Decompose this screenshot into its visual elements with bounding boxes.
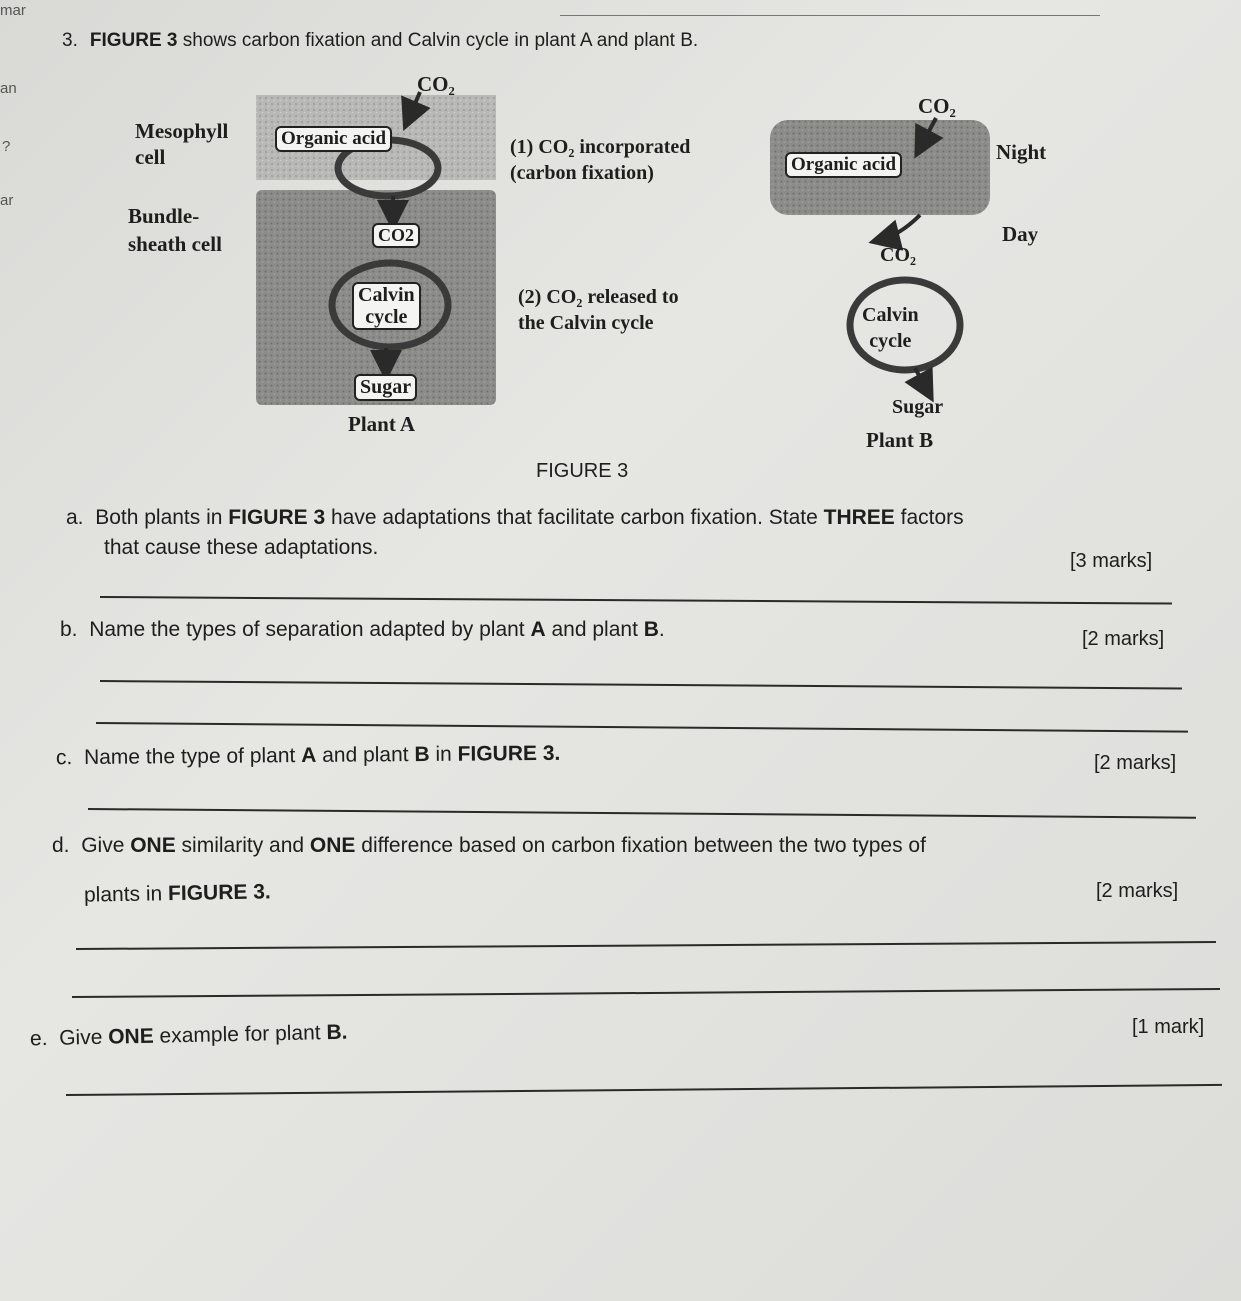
answer-line-d2[interactable] [72,988,1220,998]
bundle-sheath-cell-label: Bundle- sheath cell [128,204,222,256]
note-carbon-fixation: (1) CO₂ incorporated (carbon fixation) [510,136,691,184]
plant-b-calvin-cycle: Calvin cycle [862,304,919,352]
question-heading: 3. FIGURE 3 shows carbon fixation and Calvin cycle in plant A and plant B. [62,30,699,51]
margin-fragment: mar [0,2,26,19]
answer-line-d1[interactable] [76,941,1216,950]
answer-line-e[interactable] [66,1084,1222,1096]
plant-a-calvin-cycle: Calvin cycle [352,282,421,330]
plant-b-sugar: Sugar [892,396,944,418]
plant-a-sugar: Sugar [354,374,417,401]
margin-fragment: ? [2,138,11,155]
part-c-marks: [2 marks] [1094,752,1177,774]
margin-fragment: ar [0,192,14,209]
plant-b-co2-mid: CO₂ [880,244,916,266]
plant-a-co2-mid: CO2 [372,223,420,248]
question-part-d-line2: plants in FIGURE 3. [83,880,271,907]
answer-line-b1[interactable] [100,680,1182,690]
part-e-marks: [1 mark] [1132,1016,1205,1038]
question-part-b: b. Name the types of separation adapted by plant A and plant B. [60,618,665,641]
plant-a-organic-acid: Organic acid [275,126,392,152]
figure-caption: FIGURE 3 [536,460,629,482]
answer-line-b2[interactable] [96,722,1188,733]
answer-line-a[interactable] [100,596,1172,605]
plant-b-organic-acid: Organic acid [785,152,902,178]
answer-line-c[interactable] [88,808,1196,819]
question-part-e: e. Give ONE example for plant B. [29,1020,348,1051]
margin-fragment: an [0,80,17,97]
plant-b-name: Plant B [866,428,934,452]
question-part-a-line2: that cause these adaptations. [104,536,379,559]
question-part-a: a. Both plants in FIGURE 3 have adaptations that facilitate carbon fixation. State THREE factors [66,506,964,529]
part-d-marks: [2 marks] [1096,880,1179,902]
plant-b-co2-release-arrow [880,215,920,240]
plant-a-name: Plant A [348,412,416,436]
question-part-d: d. Give ONE similarity and ONE difference based on carbon fixation between the two types of [52,834,926,857]
plant-b-night-label: Night [996,140,1047,164]
part-b-marks: [2 marks] [1082,628,1165,650]
plant-b-co2-top: CO₂ [918,94,956,118]
question-part-c: c. Name the type of plant A and plant B in FIGURE 3. [55,741,561,770]
plant-a-co2-top: CO₂ [417,72,455,96]
part-a-marks: [3 marks] [1070,550,1153,572]
plant-b-day-label: Day [1002,222,1039,246]
note-co2-released: (2) CO₂ released to the Calvin cycle [518,286,679,334]
mesophyll-cell-label: Mesophyll cell [135,119,229,169]
